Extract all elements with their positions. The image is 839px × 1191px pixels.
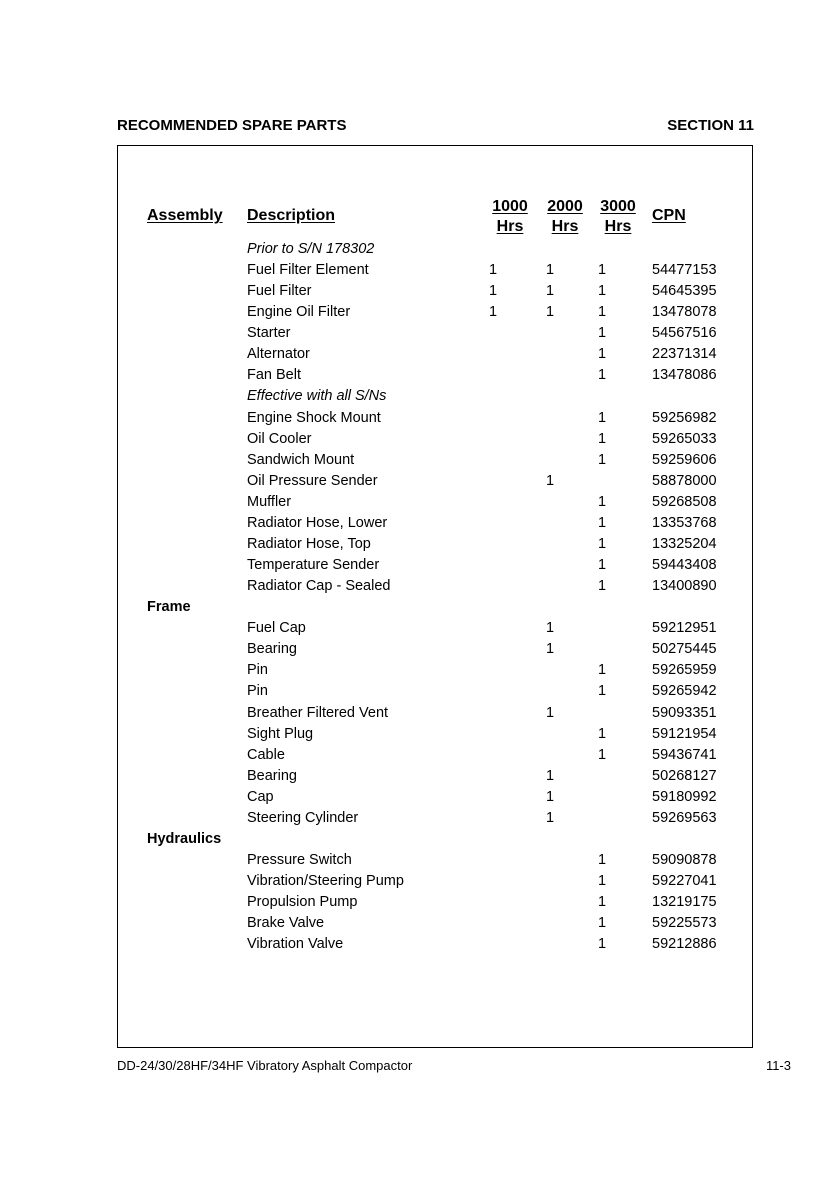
cpn-cell: 54567516 bbox=[652, 325, 717, 342]
table-row bbox=[0, 829, 839, 850]
cpn-cell: 59256982 bbox=[652, 409, 717, 426]
description-cell: Pressure Switch bbox=[247, 852, 352, 869]
table-row bbox=[0, 808, 839, 829]
table-row bbox=[0, 934, 839, 955]
page-header bbox=[117, 117, 754, 137]
description-cell: Brake Valve bbox=[247, 915, 325, 932]
qty-2000hrs-cell: 1 bbox=[545, 283, 555, 300]
qty-3000hrs-cell: 1 bbox=[597, 367, 607, 384]
qty-1000hrs-cell: 1 bbox=[488, 283, 498, 300]
description-cell: Engine Oil Filter bbox=[247, 304, 351, 321]
description-cell: Breather Filtered Vent bbox=[247, 704, 389, 721]
qty-3000hrs-cell: 1 bbox=[597, 915, 607, 932]
qty-2000hrs-cell: 1 bbox=[545, 767, 555, 784]
table-row bbox=[0, 766, 839, 787]
table-row bbox=[0, 344, 839, 365]
description-cell: Pin bbox=[247, 662, 268, 679]
description-cell: Bearing bbox=[247, 767, 297, 784]
qty-3000hrs-cell: 1 bbox=[597, 662, 607, 679]
qty-1000hrs-cell: 1 bbox=[488, 304, 498, 321]
description-cell: Prior to S/N 178302 bbox=[247, 241, 375, 257]
qty-3000hrs-cell: 1 bbox=[597, 852, 607, 869]
table-row bbox=[0, 618, 839, 639]
cpn-cell: 59265959 bbox=[652, 662, 717, 679]
col-cpn-header: CPN bbox=[652, 207, 686, 224]
table-row bbox=[0, 703, 839, 724]
assembly-cell: Frame bbox=[147, 599, 191, 616]
cpn-cell: 59212886 bbox=[652, 936, 717, 953]
section-label: SECTION 11 bbox=[667, 117, 754, 134]
qty-3000hrs-cell: 1 bbox=[597, 493, 607, 510]
table-row bbox=[0, 681, 839, 702]
description-cell: Effective with all S/Ns bbox=[247, 388, 387, 405]
cpn-cell: 13219175 bbox=[652, 894, 717, 911]
qty-3000hrs-cell: 1 bbox=[597, 557, 607, 574]
cpn-cell: 13478086 bbox=[652, 367, 717, 384]
table-row bbox=[0, 365, 839, 386]
table-row bbox=[0, 239, 839, 260]
cpn-cell: 59436741 bbox=[652, 746, 717, 763]
description-cell: Fuel Filter bbox=[247, 283, 312, 300]
description-cell: Pin bbox=[247, 683, 268, 700]
qty-3000hrs-cell: 1 bbox=[597, 746, 607, 763]
table-row bbox=[0, 450, 839, 471]
footer-page-number: 11-3 bbox=[765, 1058, 791, 1073]
description-cell: Vibration Valve bbox=[247, 936, 344, 953]
description-cell: Fuel Filter Element bbox=[247, 262, 369, 279]
cpn-cell: 59090878 bbox=[652, 852, 717, 869]
qty-3000hrs-cell: 1 bbox=[597, 283, 607, 300]
qty-3000hrs-cell: 1 bbox=[597, 346, 607, 363]
description-cell: Vibration/Steering Pump bbox=[247, 873, 404, 890]
description-cell: Radiator Hose, Top bbox=[247, 535, 371, 552]
cpn-cell: 58878000 bbox=[652, 472, 717, 489]
cpn-cell: 13478078 bbox=[652, 304, 717, 321]
description-cell: Fuel Cap bbox=[247, 620, 306, 637]
cpn-cell: 54645395 bbox=[652, 283, 717, 300]
footer-model: DD-24/30/28HF/34HF Vibratory Asphalt Compactor bbox=[117, 1058, 413, 1073]
qty-2000hrs-cell: 1 bbox=[545, 809, 555, 826]
qty-2000hrs-cell: 1 bbox=[545, 472, 555, 489]
description-cell: Temperature Sender bbox=[247, 557, 380, 574]
cpn-cell: 50268127 bbox=[652, 767, 717, 784]
description-cell: Sight Plug bbox=[247, 725, 314, 742]
assembly-cell: Hydraulics bbox=[147, 830, 222, 847]
description-cell: Engine Shock Mount bbox=[247, 409, 381, 426]
table-row bbox=[0, 281, 839, 302]
cpn-cell: 59225573 bbox=[652, 915, 717, 932]
table-row bbox=[0, 471, 839, 492]
qty-2000hrs-cell: 1 bbox=[545, 262, 555, 279]
description-cell: Sandwich Mount bbox=[247, 451, 355, 468]
table-row bbox=[0, 323, 839, 344]
cpn-cell: 13325204 bbox=[652, 535, 717, 552]
table-row bbox=[0, 724, 839, 745]
description-cell: Cable bbox=[247, 746, 285, 763]
col-1000hrs-header: 1000 Hrs bbox=[492, 198, 528, 235]
cpn-cell: 59121954 bbox=[652, 725, 717, 742]
col-2000hrs-header: 2000 Hrs bbox=[547, 198, 583, 235]
description-cell: Radiator Hose, Lower bbox=[247, 514, 388, 531]
qty-2000hrs-cell: 1 bbox=[545, 620, 555, 637]
table-row bbox=[0, 892, 839, 913]
description-cell: Oil Pressure Sender bbox=[247, 472, 378, 489]
description-cell: Alternator bbox=[247, 346, 310, 363]
description-cell: Radiator Cap - Sealed bbox=[247, 578, 391, 595]
table-row bbox=[0, 871, 839, 892]
table-row bbox=[0, 534, 839, 555]
table-row bbox=[0, 513, 839, 534]
table-row bbox=[0, 429, 839, 450]
table-row bbox=[0, 260, 839, 281]
table-row bbox=[0, 492, 839, 513]
page-title: RECOMMENDED SPARE PARTS bbox=[117, 117, 347, 134]
qty-3000hrs-cell: 1 bbox=[597, 936, 607, 953]
description-cell: Propulsion Pump bbox=[247, 894, 358, 911]
cpn-cell: 59265033 bbox=[652, 430, 717, 447]
col-assembly-header: Assembly bbox=[147, 207, 223, 224]
col-3000hrs-header: 3000 Hrs bbox=[600, 198, 636, 235]
qty-3000hrs-cell: 1 bbox=[597, 894, 607, 911]
cpn-cell: 13400890 bbox=[652, 578, 717, 595]
qty-3000hrs-cell: 1 bbox=[597, 451, 607, 468]
qty-1000hrs-cell: 1 bbox=[488, 262, 498, 279]
cpn-cell: 59265942 bbox=[652, 683, 717, 700]
qty-2000hrs-cell: 1 bbox=[545, 304, 555, 321]
table-row bbox=[0, 850, 839, 871]
cpn-cell: 59093351 bbox=[652, 704, 717, 721]
cpn-cell: 50275445 bbox=[652, 641, 717, 658]
table-row bbox=[0, 408, 839, 429]
description-cell: Starter bbox=[247, 325, 291, 342]
description-cell: Cap bbox=[247, 788, 274, 805]
table-row bbox=[0, 787, 839, 808]
cpn-cell: 59227041 bbox=[652, 873, 717, 890]
qty-2000hrs-cell: 1 bbox=[545, 788, 555, 805]
cpn-cell: 22371314 bbox=[652, 346, 717, 363]
description-cell: Bearing bbox=[247, 641, 297, 658]
qty-3000hrs-cell: 1 bbox=[597, 725, 607, 742]
cpn-cell: 54477153 bbox=[652, 262, 717, 279]
description-cell: Muffler bbox=[247, 493, 292, 510]
cpn-cell: 59269563 bbox=[652, 809, 717, 826]
qty-3000hrs-cell: 1 bbox=[597, 535, 607, 552]
qty-3000hrs-cell: 1 bbox=[597, 304, 607, 321]
table-row bbox=[0, 639, 839, 660]
qty-3000hrs-cell: 1 bbox=[597, 262, 607, 279]
table-row bbox=[0, 913, 839, 934]
table-row bbox=[0, 745, 839, 766]
qty-3000hrs-cell: 1 bbox=[597, 409, 607, 426]
table-row bbox=[0, 660, 839, 681]
table-row bbox=[0, 302, 839, 323]
table-row bbox=[0, 576, 839, 597]
cpn-cell: 59268508 bbox=[652, 493, 717, 510]
qty-3000hrs-cell: 1 bbox=[597, 514, 607, 531]
table-row bbox=[0, 555, 839, 576]
qty-3000hrs-cell: 1 bbox=[597, 873, 607, 890]
qty-2000hrs-cell: 1 bbox=[545, 704, 555, 721]
cpn-cell: 59180992 bbox=[652, 788, 717, 805]
qty-3000hrs-cell: 1 bbox=[597, 430, 607, 447]
cpn-cell: 13353768 bbox=[652, 514, 717, 531]
table-row bbox=[0, 386, 839, 407]
description-cell: Oil Cooler bbox=[247, 430, 312, 447]
table-row bbox=[0, 597, 839, 618]
description-cell: Steering Cylinder bbox=[247, 809, 359, 826]
qty-3000hrs-cell: 1 bbox=[597, 325, 607, 342]
cpn-cell: 59259606 bbox=[652, 451, 717, 468]
qty-2000hrs-cell: 1 bbox=[545, 641, 555, 658]
description-cell: Fan Belt bbox=[247, 367, 301, 384]
cpn-cell: 59443408 bbox=[652, 557, 717, 574]
col-description-header: Description bbox=[247, 207, 336, 224]
qty-3000hrs-cell: 1 bbox=[597, 683, 607, 700]
cpn-cell: 59212951 bbox=[652, 620, 717, 637]
qty-3000hrs-cell: 1 bbox=[597, 578, 607, 595]
